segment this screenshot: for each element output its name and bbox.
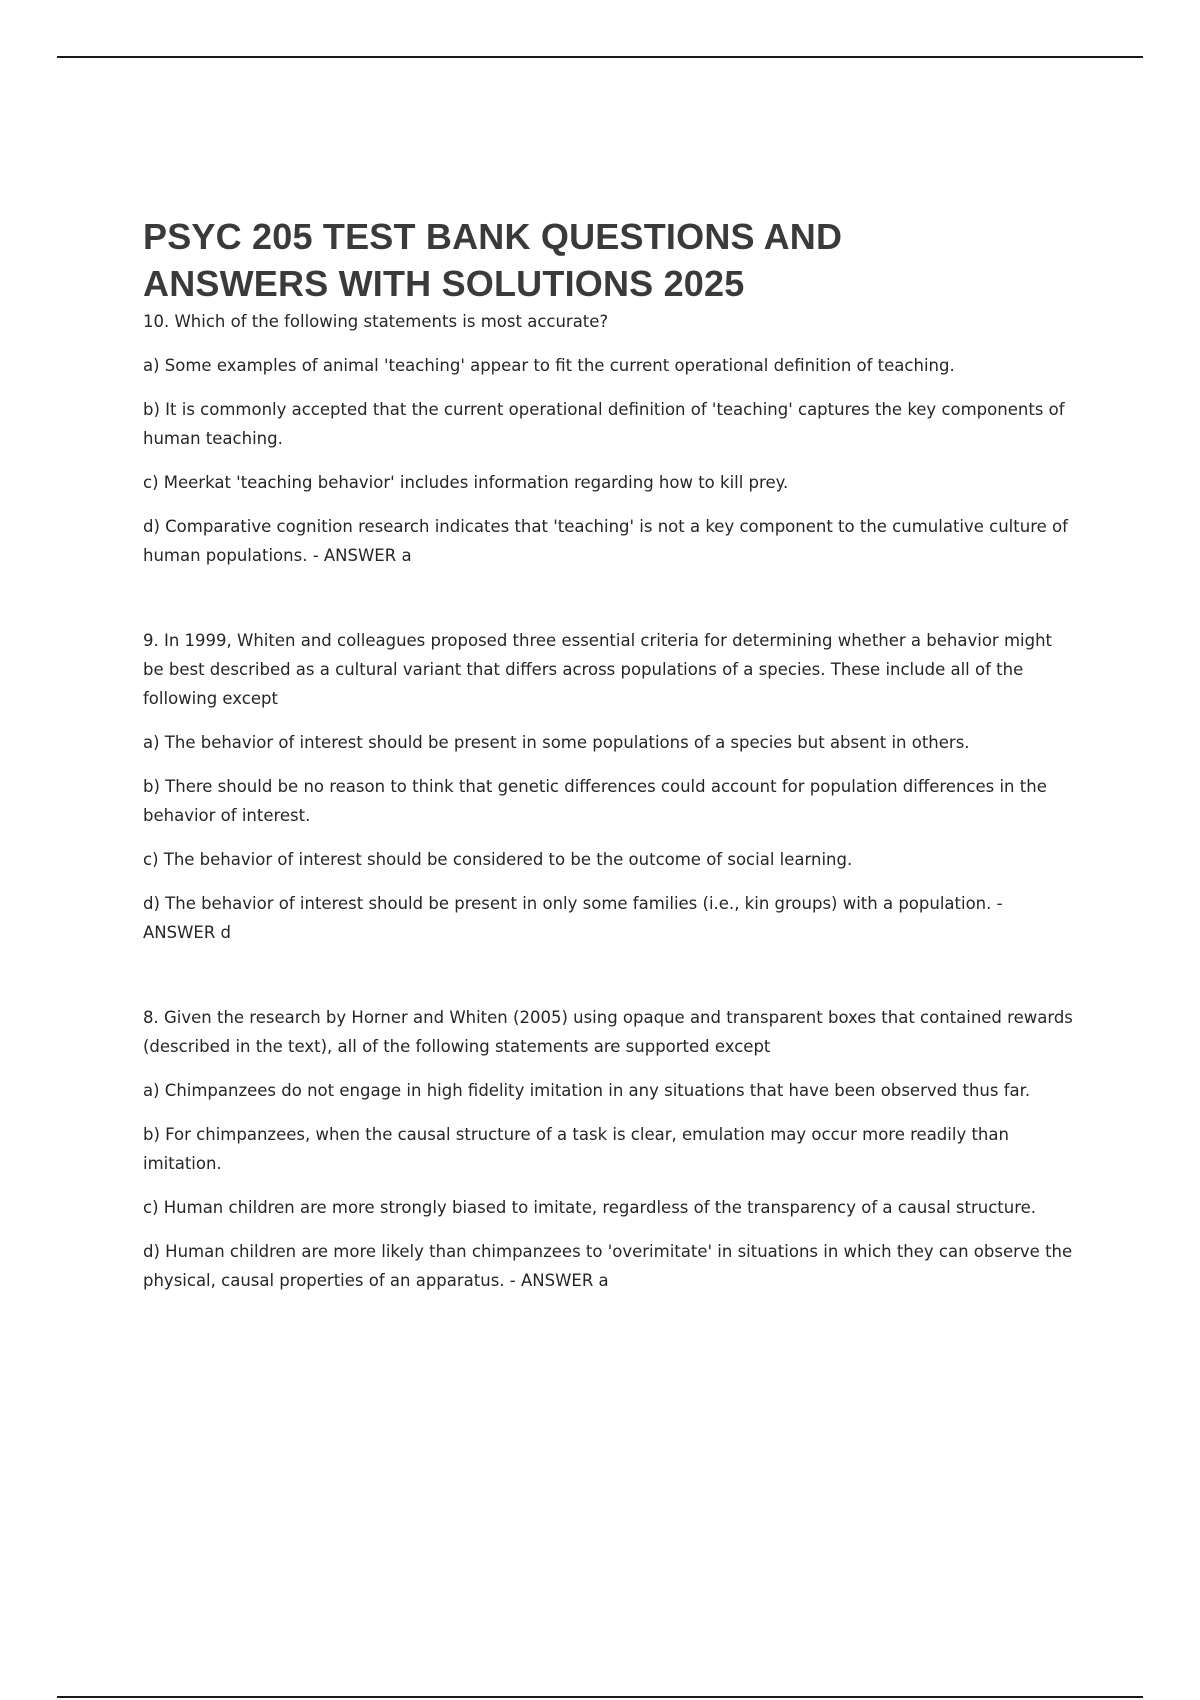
top-rule (57, 56, 1143, 58)
question-stem: 10. Which of the following statements is most accurate? (143, 312, 609, 331)
answer-option-a: a) The behavior of interest should be present in some populations of a species but absent in others. (143, 733, 970, 752)
answer-option-c: c) Human children are more strongly biased to imitate, regardless of the transparency of a causal structure. (143, 1198, 1037, 1217)
document-title-line-1: PSYC 205 TEST BANK QUESTIONS AND (143, 216, 843, 257)
document-body (143, 213, 1073, 1310)
question-stem: 8. Given the research by Horner and Whiten (2005) using opaque and transparent boxes that contained rewards (described in the text), all of the following statements are supported except (143, 1008, 1073, 1056)
answer-option-c: c) The behavior of interest should be considered to be the outcome of social learning. (143, 850, 853, 869)
bottom-rule (57, 1696, 1143, 1698)
answer-option-d: d) The behavior of interest should be present in only some families (i.e., kin groups) with a population. - ANSWER d (143, 894, 1003, 942)
document-title (143, 213, 1073, 307)
answer-option-c: c) Meerkat 'teaching behavior' includes information regarding how to kill prey. (143, 473, 789, 492)
answer-option-b: b) For chimpanzees, when the causal structure of a task is clear, emulation may occur more readily than imitation. (143, 1125, 1009, 1173)
question-9 (143, 626, 1073, 947)
answer-option-a: a) Chimpanzees do not engage in high fidelity imitation in any situations that have been observed thus far. (143, 1081, 1031, 1100)
answer-option-b: b) It is commonly accepted that the current operational definition of 'teaching' captures the key components of human teaching. (143, 400, 1065, 448)
answer-option-b: b) There should be no reason to think that genetic differences could account for population differences in the behavior of interest. (143, 777, 1047, 825)
document-title-line-2: ANSWERS WITH SOLUTIONS 2025 (143, 263, 745, 304)
answer-option-d: d) Human children are more likely than chimpanzees to 'overimitate' in situations in which they can observe the physical, causal properties of an apparatus. - ANSWER a (143, 1242, 1073, 1290)
question-10 (143, 307, 1073, 570)
answer-option-a: a) Some examples of animal 'teaching' appear to fit the current operational definition of teaching. (143, 356, 955, 375)
question-stem: 9. In 1999, Whiten and colleagues proposed three essential criteria for determining whether a behavior might be best described as a cultural variant that differs across populations of a species. These include all of the following except (143, 631, 1053, 708)
answer-option-d: d) Comparative cognition research indicates that 'teaching' is not a key component to the cumulative culture of human populations. - ANSWER a (143, 517, 1068, 565)
question-8 (143, 1003, 1073, 1295)
